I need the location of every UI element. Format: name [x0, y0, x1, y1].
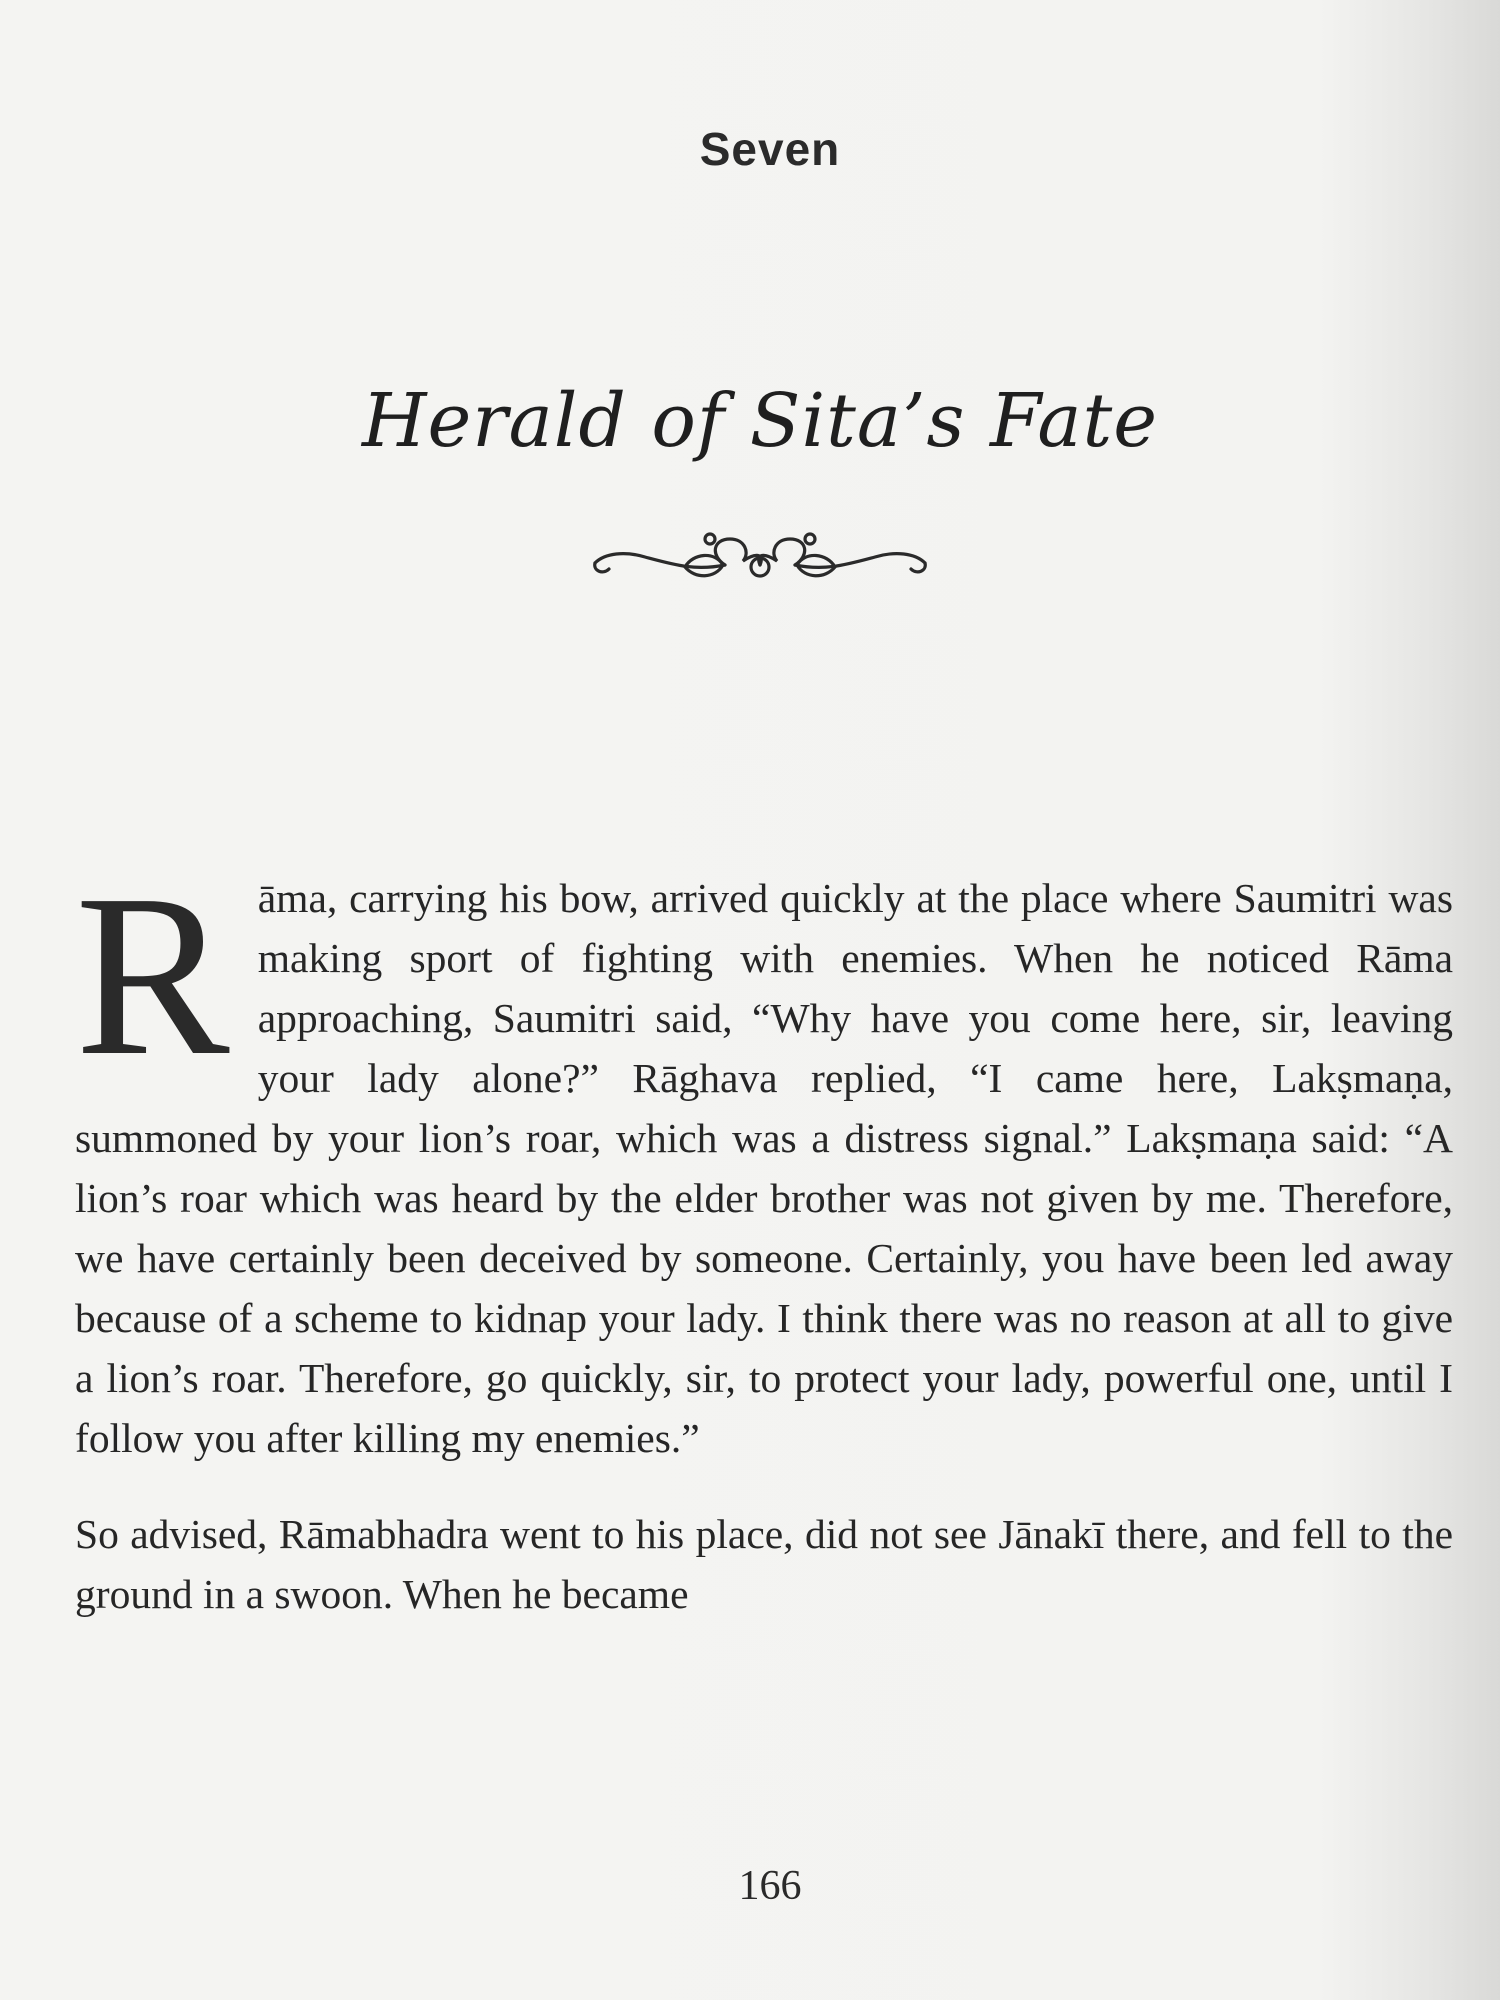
- paragraph-2: So advised, Rāmabhadra went to his place, did not see Jānakī there, and fell to the ground in a swoon. When he became: [75, 1511, 1453, 1617]
- body-text: [75, 847, 1453, 1624]
- page-number: 166: [738, 1863, 802, 1909]
- chapter-number: Seven: [699, 123, 841, 175]
- paragraph-1-text: āma, carrying his bow, arrived quickly at the place where Saumitri was making sport of fighting with enemies. When he noticed Rāma approaching, Saumitri said, “Why have you come here, sir, leaving your lady alone?” Rāghava replied, “I came here, Lakṣmaṇa, summoned by your lion’s roar, which was a distress signal.” Lakṣmaṇa said: “A lion’s roar which was heard by the elder brother was not given by me. Therefore, we have certainly been deceived by someone. Certainly, you have been led away because of a scheme to kidnap your lady. I think there was no reason at all to give a lion’s roar. Therefore, go quickly, sir, to protect your lady, powerful one, until I follow you after killing my enemies.”: [75, 875, 1453, 1461]
- scroll-flourish-icon: [585, 525, 935, 595]
- drop-cap: R: [75, 847, 230, 1104]
- paragraph-1: [75, 847, 1453, 1468]
- chapter-title: Herald of Sita’s Fate: [361, 378, 1159, 464]
